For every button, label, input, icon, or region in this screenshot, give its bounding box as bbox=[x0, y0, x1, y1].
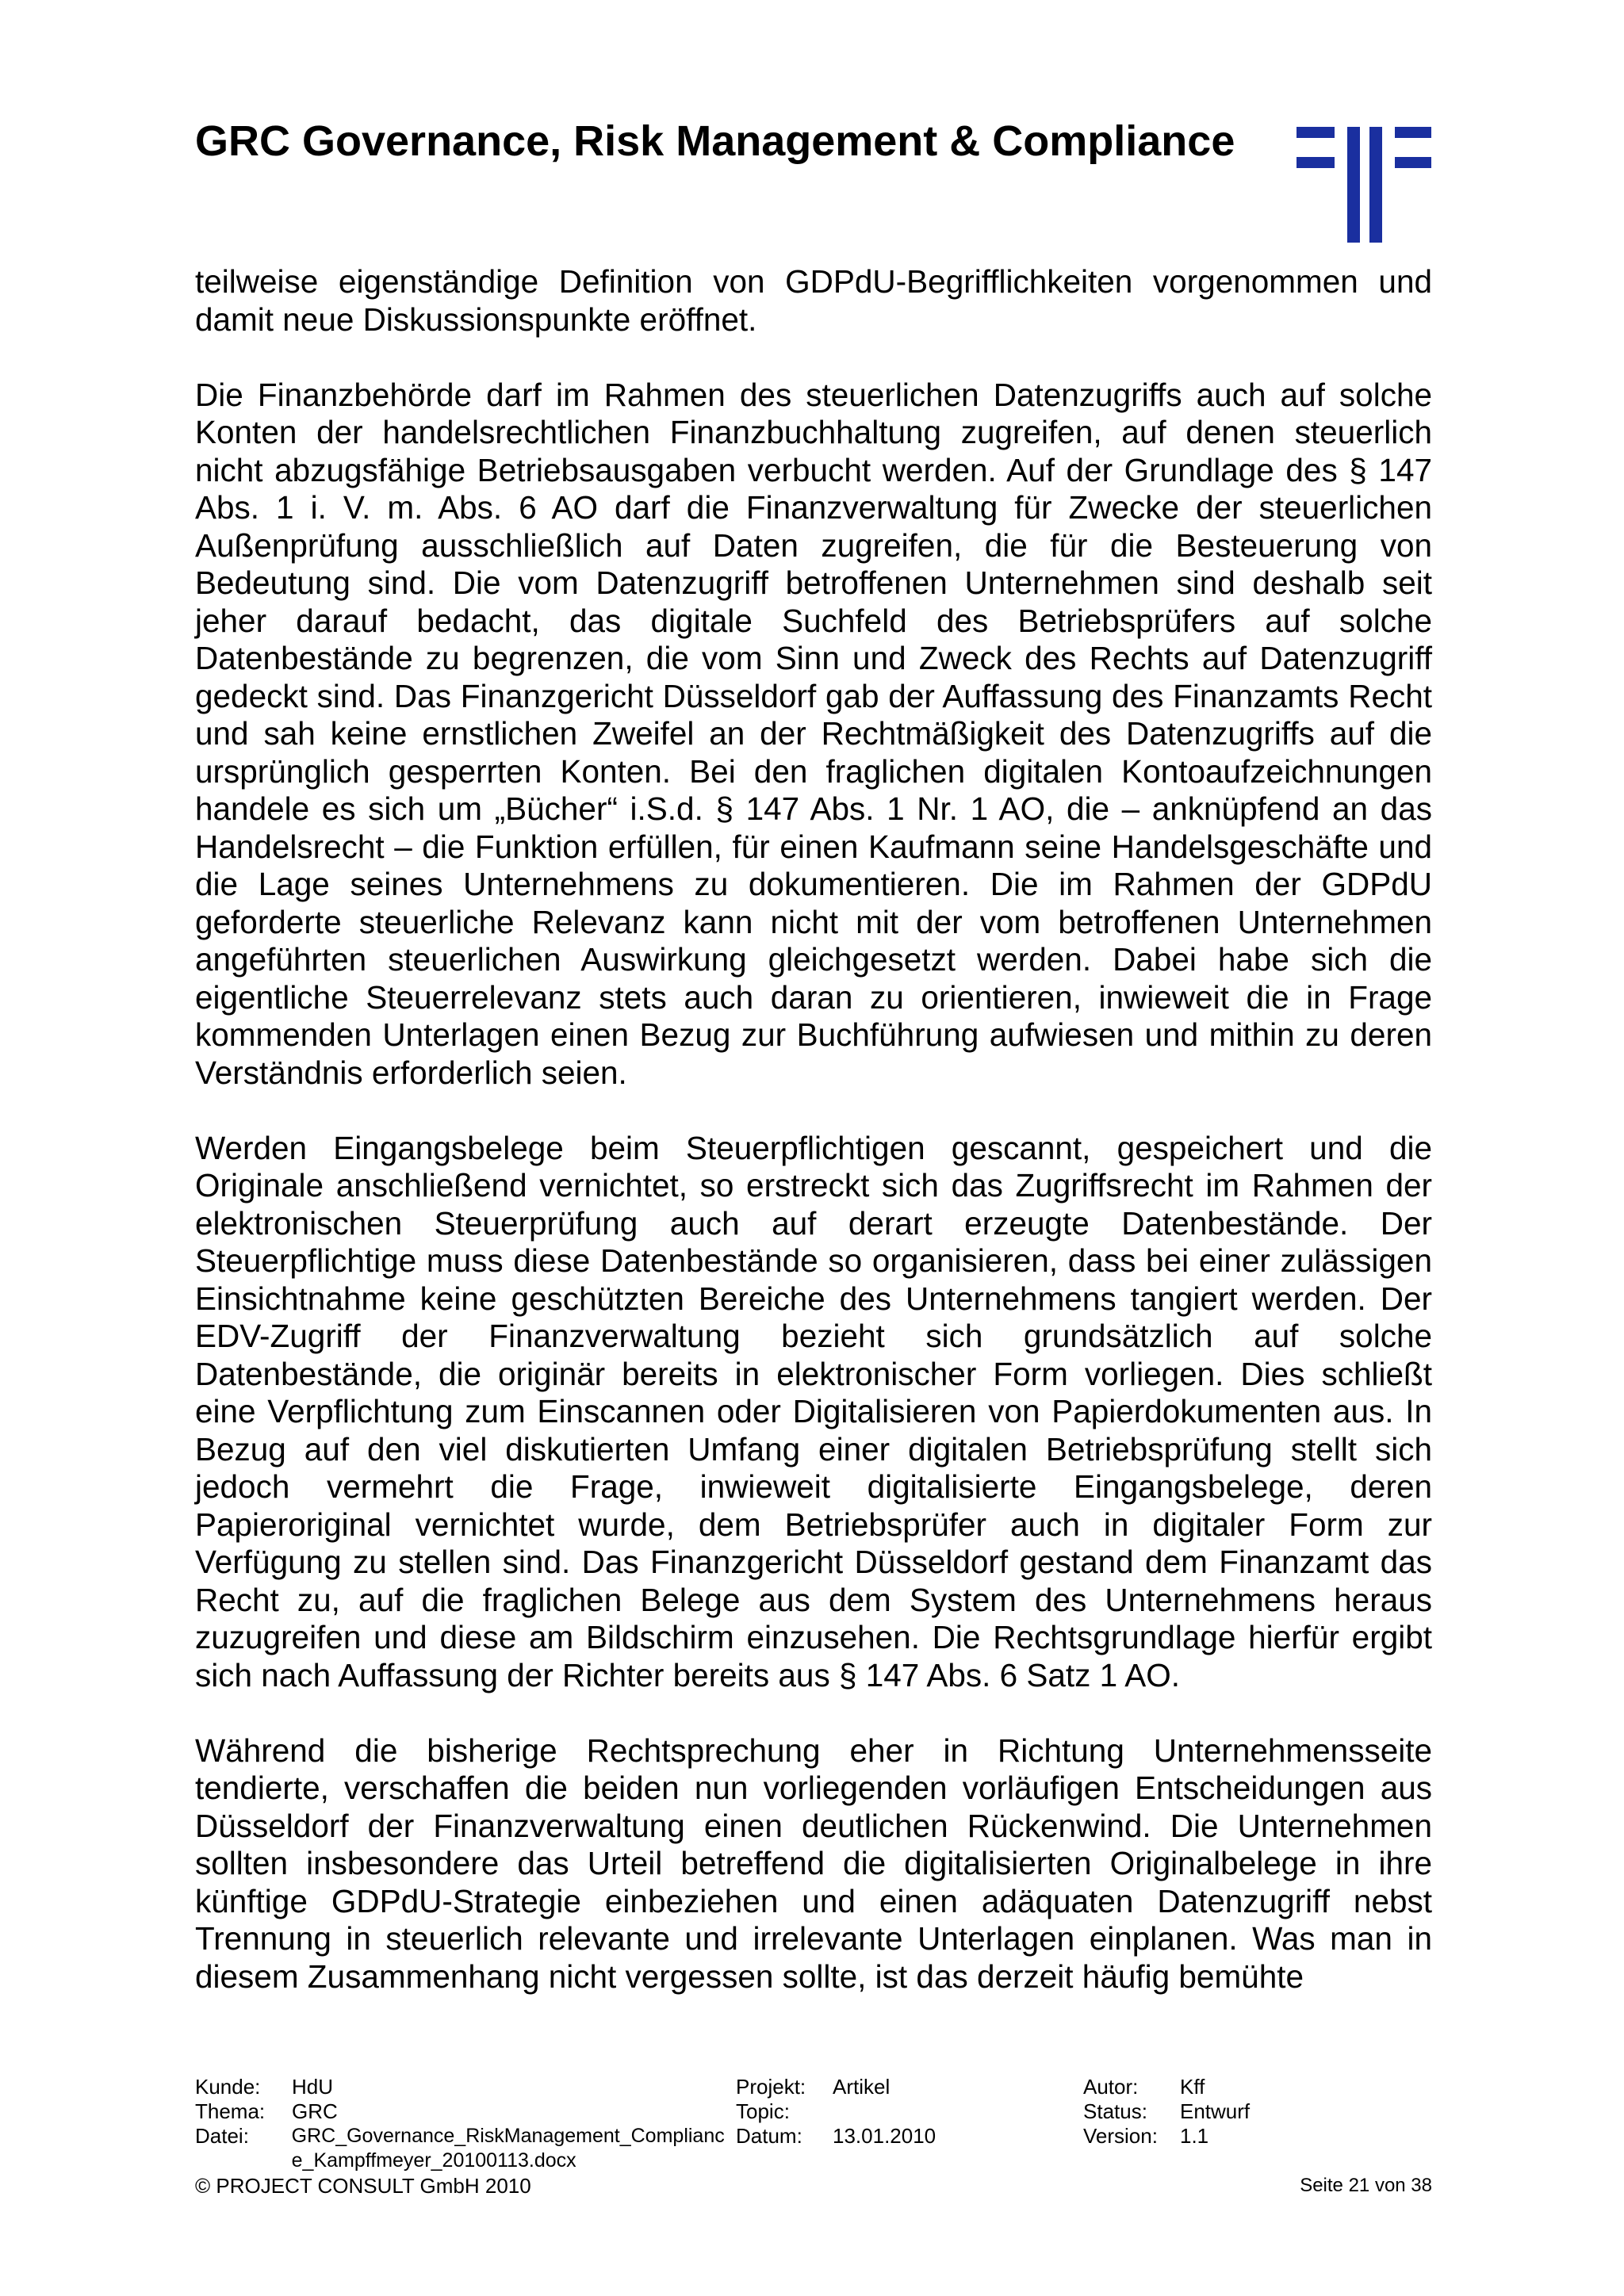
datum-value: 13.01.2010 bbox=[833, 2124, 936, 2148]
topic-label: Topic: bbox=[736, 2099, 790, 2123]
datei-label: Datei: bbox=[195, 2124, 249, 2148]
page-title: GRC Governance, Risk Management & Compliance bbox=[195, 117, 1235, 165]
datum-label: Datum: bbox=[736, 2124, 802, 2148]
copyright: © PROJECT CONSULT GmbH 2010 bbox=[195, 2174, 531, 2198]
footer-column-author bbox=[1083, 2075, 1432, 2149]
kunde-label: Kunde: bbox=[195, 2075, 261, 2099]
document-body bbox=[195, 263, 1432, 2034]
footer-column-client bbox=[195, 2075, 734, 2173]
autor-value: Kff bbox=[1180, 2075, 1205, 2099]
version-label: Version: bbox=[1083, 2124, 1158, 2148]
kunde-value: HdU bbox=[292, 2075, 334, 2099]
projekt-label: Projekt: bbox=[736, 2075, 806, 2099]
thema-value: GRC bbox=[292, 2099, 338, 2123]
version-value: 1.1 bbox=[1180, 2124, 1209, 2148]
page-number: Seite 21 von 38 bbox=[1300, 2175, 1432, 2196]
status-label: Status: bbox=[1083, 2099, 1147, 2123]
footer-column-project bbox=[736, 2075, 1069, 2149]
paragraph: Während die bisherige Rechtsprechung eher in Richtung Unternehmensseite tendierte, verschaffen die beiden nun vorliegenden vorläufigen Entscheidungen aus Düsseldorf der Finanzverwaltung einen deutlichen Rückenwind. Die Unternehmen sollten insbesondere das Urteil betreffend die digitalisierten Originalbelege in ihre künftige GDPdU-Strategie einbeziehen und einen adäquaten Datenzugriff nebst Trennung in steuerlich relevante und irrelevante Unterlagen einplanen. Was man in diesem Zusammenhang nicht vergessen sollte, ist das derzeit häufig bemühte bbox=[195, 1732, 1432, 1995]
status-value: Entwurf bbox=[1180, 2099, 1251, 2123]
projekt-value: Artikel bbox=[833, 2075, 891, 2099]
thema-label: Thema: bbox=[195, 2099, 266, 2123]
paragraph: Die Finanzbehörde darf im Rahmen des steuerlichen Datenzugriffs auch auf solche Konten der handelsrechtlichen Finanzbuchhaltung zugreifen, auf denen steuerlich nicht abzugsfähige Betriebsausgaben verbucht werden. Auf der Grundlage des § 147 Abs. 1 i. V. m. Abs. 6 AO darf die Finanzverwaltung für Zwecke der steuerlichen Außenprüfung ausschließlich auf Daten zugreifen, die für die Besteuerung von Bedeutung sind. Die vom Datenzugriff betroffenen Unternehmen sind deshalb seit jeher darauf bedacht, das digitale Suchfeld des Betriebsprüfers auf solche Datenbestände zu begrenzen, die vom Sinn und Zweck des Rechts auf Datenzugriff gedeckt sind. Das Finanzgericht Düsseldorf gab der Auffassung des Finanzamts Recht und sah keine ernstlichen Zweifel an der Rechtmäßigkeit des Datenzugriffs auf die ursprünglich gesperrten Konten. Bei den fraglichen digitalen Kontoaufzeichnungen handele es sich um „Bücher“ i.S.d. § 147 Abs. 1 Nr. 1 AO, die – anknüpfend an das Handelsrecht – die Funktion erfüllen, für einen Kaufmann seine Handelsgeschäfte und die Lage seines Unternehmens zu dokumentieren. Die im Rahmen der GDPdU geforderte steuerliche Relevanz kann nicht mit der vom betroffenen Unternehmen angeführten steuerlichen Auswirkung gleichgesetzt werden. Dabei habe sich die eigentliche Steuerrelevanz stets auch daran zu orientieren, inwieweit die in Frage kommenden Unterlagen einen Bezug zur Buchführung aufwiesen und mithin zu deren Verständnis erforderlich seien. bbox=[195, 376, 1432, 1091]
datei-value: GRC_Governance_RiskManagement_Compliance_Kampffmeyer_20100113.docx bbox=[291, 2125, 725, 2172]
paragraph: teilweise eigenständige Definition von GDPdU-Begrifflichkeiten vorgenommen und damit neue Diskussionspunkte eröffnet. bbox=[195, 263, 1432, 338]
autor-label: Autor: bbox=[1083, 2075, 1139, 2099]
paragraph: Werden Eingangsbelege beim Steuerpflichtigen gescannt, gespeichert und die Originale anschließend vernichtet, so erstreckt sich das Zugriffsrecht im Rahmen der elektronischen Steuerprüfung auch auf derart erzeugte Datenbestände. Der Steuerpflichtige muss diese Datenbestände so organisieren, dass bei einer zulässigen Einsichtnahme keine geschützten Bereiche des Unternehmens tangiert werden. Der EDV-Zugriff der Finanzverwaltung bezieht sich grundsätzlich auf solche Datenbestände, die originär bereits in elektronischer Form vorliegen. Dies schließt eine Verpflichtung zum Einscannen oder Digitalisieren von Papierdokumenten aus. In Bezug auf den viel diskutierten Umfang einer digitalen Betriebsprüfung stellt sich jedoch vermehrt die Frage, inwieweit digitalisierte Eingangsbelege, deren Papieroriginal vernichtet wurde, dem Betriebsprüfer auch in digitaler Form zur Verfügung zu stellen sind. Das Finanzgericht Düsseldorf gestand dem Finanzamt das Recht zu, auf die fraglichen Belege aus dem System des Unternehmens heraus zuzugreifen und diese am Bildschirm einzusehen. Die Rechtsgrundlage hierfür ergibt sich nach Auffassung der Richter bereits aus § 147 Abs. 6 Satz 1 AO. bbox=[195, 1129, 1432, 1693]
project-consult-logo-icon bbox=[1297, 127, 1431, 243]
